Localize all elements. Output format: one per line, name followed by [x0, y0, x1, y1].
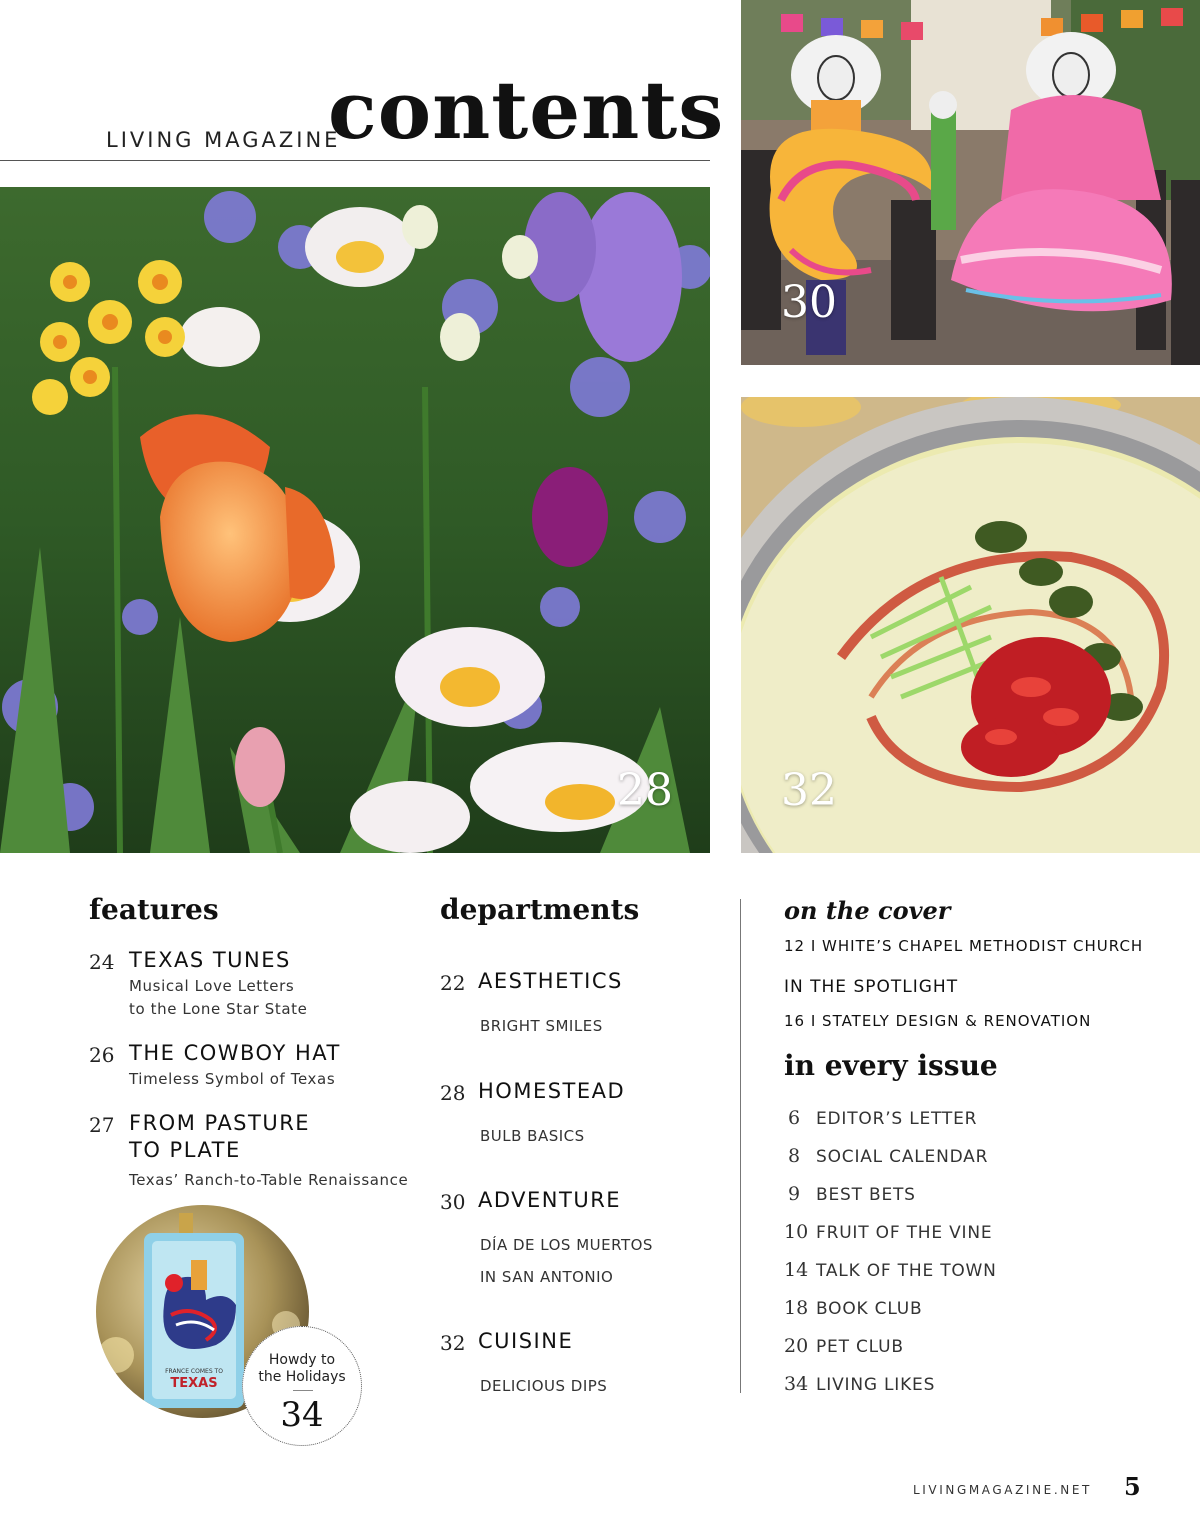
badge-line-1: Howdy to	[268, 1352, 336, 1368]
feature-subtitle: to the Lone Star State	[129, 1000, 308, 1018]
department-subtitle: IN SAN ANTONIO	[480, 1268, 614, 1286]
dia-de-los-muertos-parade-photo[interactable]	[741, 0, 1200, 365]
department-subtitle: BRIGHT SMILES	[480, 1017, 603, 1035]
feature-page-number: 27	[89, 1113, 115, 1137]
department-subtitle: DÍA DE LOS MUERTOS	[480, 1236, 653, 1254]
issue-label: SOCIAL CALENDAR	[816, 1147, 989, 1167]
every-issue-heading: in every issue	[784, 1049, 998, 1082]
feature-title: THE COWBOY HAT	[129, 1041, 341, 1065]
footer-page-number: 5	[1124, 1472, 1141, 1501]
header-divider	[0, 160, 710, 161]
issue-label: BEST BETS	[816, 1185, 916, 1205]
badge-page-number: 34	[280, 1395, 324, 1435]
departments-heading: departments	[440, 893, 640, 926]
department-title: ADVENTURE	[478, 1188, 622, 1212]
parade-page-number: 30	[781, 277, 837, 328]
issue-label: TALK OF THE TOWN	[816, 1261, 997, 1281]
issue-label: LIVING LIKES	[816, 1375, 936, 1395]
department-title: AESTHETICS	[478, 969, 623, 993]
issue-label: FRUIT OF THE VINE	[816, 1223, 993, 1243]
column-divider	[740, 899, 741, 1393]
spotlight-heading: IN THE SPOTLIGHT	[784, 977, 959, 997]
department-subtitle: BULB BASICS	[480, 1127, 585, 1145]
badge-line-2: the Holidays	[258, 1369, 346, 1385]
cover-story-link[interactable]: 12 I WHITE’S CHAPEL METHODIST CHURCH	[784, 937, 1144, 955]
department-page-number: 22	[440, 971, 466, 995]
feature-page-number: 26	[89, 1043, 115, 1067]
department-page-number: 32	[440, 1331, 466, 1355]
flowers-illustration	[0, 187, 710, 853]
holiday-feature-badge[interactable]	[242, 1326, 362, 1446]
feature-subtitle: Timeless Symbol of Texas	[129, 1070, 336, 1088]
features-heading: features	[89, 893, 219, 926]
feature-title: FROM PASTURE	[129, 1111, 311, 1135]
queso-dip-photo[interactable]	[741, 397, 1200, 853]
badge-divider	[293, 1390, 313, 1391]
department-title: CUISINE	[478, 1329, 574, 1353]
feature-subtitle: Musical Love Letters	[129, 977, 295, 995]
spotlight-story-link[interactable]: 16 I STATELY DESIGN & RENOVATION	[784, 1012, 1092, 1030]
feature-title: TEXAS TUNES	[129, 948, 291, 972]
issue-label: BOOK CLUB	[816, 1299, 923, 1319]
department-page-number: 28	[440, 1081, 466, 1105]
ornament-small-text: FRANCE COMES TO	[165, 1368, 223, 1375]
department-page-number: 30	[440, 1190, 466, 1214]
spring-flowers-photo[interactable]	[0, 187, 710, 853]
flowers-page-number: 28	[617, 765, 673, 816]
department-subtitle: DELICIOUS DIPS	[480, 1377, 608, 1395]
issue-label: EDITOR’S LETTER	[816, 1109, 978, 1129]
magazine-name: LIVING MAGAZINE	[106, 128, 341, 152]
footer-website[interactable]: LIVINGMAGAZINE.NET	[913, 1483, 1092, 1497]
feature-subtitle: Texas’ Ranch-to-Table Renaissance	[129, 1171, 409, 1189]
department-title: HOMESTEAD	[478, 1079, 626, 1103]
cover-heading: on the cover	[784, 896, 951, 925]
ornament-texas-text: TEXAS	[170, 1376, 218, 1391]
feature-page-number: 24	[89, 950, 115, 974]
page-title: contents	[328, 63, 725, 157]
feature-title-line2: TO PLATE	[129, 1138, 241, 1162]
issue-label: PET CLUB	[816, 1337, 904, 1357]
dip-page-number: 32	[781, 765, 837, 816]
